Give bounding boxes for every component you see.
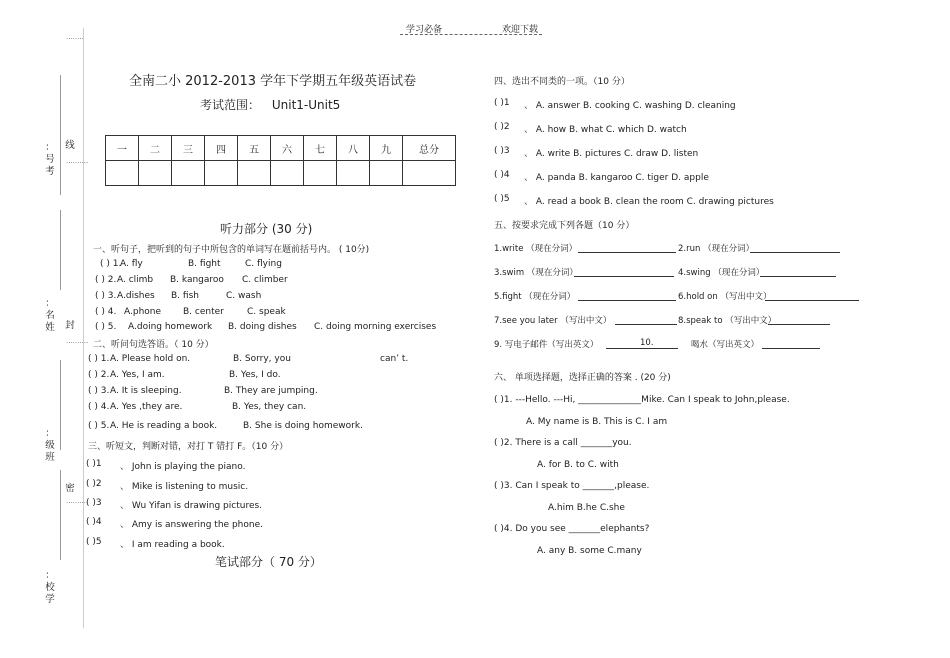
score-header-total: 总分 [403, 136, 456, 161]
item-no: ( )5 [86, 537, 102, 547]
binding-line-3 [60, 360, 61, 450]
sec1-item [95, 291, 262, 301]
sec3-item [86, 517, 263, 530]
score-header: 四 [205, 136, 238, 161]
opt-a: A. Yes ,they are. [110, 402, 183, 412]
sec6-question: ( )3. Can I speak to _______,please. [494, 481, 650, 491]
sec5-right-label: 2.run （现在分词） [678, 244, 755, 254]
sec4-item [494, 194, 774, 207]
answer-blank[interactable] [615, 324, 677, 325]
sec2-title: 二、听问句选答语。（ 10 分） [93, 340, 214, 350]
item-no: ( ) 2. [88, 370, 110, 380]
sec6-question: ( )1. ---Hello. ---Hi, ______________Mike. Can I speak to John,please. [494, 395, 790, 405]
sec5-right-label: 6.hold on （写出中文） [678, 292, 772, 302]
opt-c: C. doing morning exercises [314, 322, 437, 332]
item-text: 、 A. panda B. kangaroo C. tiger D. apple [524, 173, 709, 183]
opt-a: A. Yes, I am. [110, 370, 165, 380]
sec6-title: 六、 单项选择题，选择正确的答案 . (20 分) [494, 373, 671, 383]
binding-line-1 [60, 75, 61, 195]
label-school: ：校 学 [45, 570, 55, 605]
score-cell[interactable] [403, 161, 456, 186]
opt-c: C. speak [247, 307, 286, 317]
score-header: 五 [238, 136, 271, 161]
sec5-row [494, 242, 755, 254]
item-no: ( ) 1. [88, 354, 110, 364]
exam-range-label: 考试范围： [200, 98, 261, 112]
sec1-item [95, 322, 437, 332]
sec2-item [88, 354, 409, 364]
item-no: ( ) 4. [95, 307, 117, 317]
sec5-row [494, 314, 777, 326]
opt-a: A. It is sleeping. [110, 386, 182, 396]
item-text: 、 Amy is answering the phone. [120, 520, 263, 530]
sec5-right-label: 8.speak to （写出中文） [678, 316, 777, 326]
sec5-row [494, 338, 760, 350]
opt-a: A.phone [124, 307, 162, 317]
sec5-mid-label: 10. [640, 338, 654, 348]
opt-c: can’ t. [380, 354, 409, 364]
item-no: ( )2 [494, 122, 510, 132]
sec4-title: 四、选出不同类的一项。（10 分） [494, 77, 630, 87]
answer-blank[interactable] [574, 276, 674, 277]
item-no: ( ) 4. [88, 402, 110, 412]
sec2-item [88, 421, 363, 431]
binding-xian: 线 [65, 140, 75, 151]
answer-blank[interactable] [578, 252, 676, 253]
score-cell[interactable] [139, 161, 172, 186]
answer-blank[interactable] [578, 300, 676, 301]
answer-blank[interactable] [606, 348, 678, 349]
label-name: ：名 姓 [45, 298, 55, 333]
score-cell[interactable] [205, 161, 238, 186]
sec1-item [95, 307, 286, 317]
opt-a: A.doing homework [128, 322, 213, 332]
answer-blank[interactable] [760, 276, 836, 277]
label-kaohao: ：号 考 [45, 142, 55, 177]
sec5-left-label: 9. 写电子邮件（写出英文） [494, 340, 599, 350]
opt-c: C. wash [226, 291, 262, 301]
sec5-row [494, 290, 772, 302]
opt-b: B. Yes, I do. [229, 370, 281, 380]
binding-mi: 密 [65, 483, 75, 494]
opt-a: A. Please hold on. [110, 354, 191, 364]
sec1-item [95, 275, 288, 285]
binding-line-2 [60, 210, 61, 290]
answer-blank[interactable] [762, 348, 820, 349]
opt-b: B. fight [188, 259, 221, 269]
sec6-question: ( )2. There is a call _______you. [494, 438, 632, 448]
sec4-item [494, 170, 709, 183]
score-table-header-row [106, 136, 456, 161]
sec1-item [100, 259, 282, 269]
binding-feng: 封 [65, 320, 75, 331]
item-text: 、 Mike is listening to music. [120, 482, 249, 492]
score-cell[interactable] [172, 161, 205, 186]
exam-range-value: Unit1-Unit5 [271, 98, 341, 112]
score-header: 二 [139, 136, 172, 161]
sec3-item [86, 459, 246, 472]
opt-a: A. fly [120, 259, 143, 269]
score-table-blank-row [106, 161, 456, 186]
sec5-left-label: 7.see you later （写出中文） [494, 316, 612, 326]
item-no: ( ) 5. [95, 322, 117, 332]
sec4-item [494, 98, 736, 111]
sec5-left-label: 3.swim （现在分词） [494, 268, 578, 278]
item-no: ( )5 [494, 194, 510, 204]
item-text: 、 A. write B. pictures C. draw D. listen [524, 149, 699, 159]
opt-b: B. Sorry, you [233, 354, 291, 364]
item-no: ( )4 [494, 170, 510, 180]
opt-b: B. She is doing homework. [243, 421, 363, 431]
item-text: 、 A. how B. what C. which D. watch [524, 125, 687, 135]
answer-blank[interactable] [765, 300, 859, 301]
item-no: ( )3 [494, 146, 510, 156]
header-dashed-rule [400, 34, 542, 35]
answer-blank[interactable] [768, 324, 830, 325]
item-text: 、 John is playing the piano. [120, 462, 246, 472]
score-table [105, 135, 456, 186]
sec6-options: A. for B. to C. with [537, 460, 619, 470]
score-cell[interactable] [370, 161, 403, 186]
opt-a: A.dishes [117, 291, 155, 301]
sec6-question: ( )4. Do you see _______elephants? [494, 524, 650, 534]
item-text: 、 A. answer B. cooking C. washing D. cleaning [524, 101, 736, 111]
item-no: ( )1 [86, 459, 102, 469]
sec1-title: 一、听句子，把听到的句子中所包含的单词写在题前括号内。 ( 10分) [93, 245, 370, 255]
sec5-left-label: 5.fight （现在分词） [494, 292, 576, 302]
written-title: 笔试部分（ 70 分） [215, 555, 322, 569]
sec2-item [88, 386, 318, 396]
sec3-item [86, 537, 225, 550]
item-no: ( ) 1. [100, 259, 122, 269]
sec5-right-label: 4.swing （现在分词） [678, 268, 765, 278]
answer-blank[interactable] [750, 252, 840, 253]
item-no: ( ) 3. [88, 386, 110, 396]
score-header: 八 [337, 136, 370, 161]
opt-c: C. flying [245, 259, 282, 269]
sec5-right-label: 喝水（写出英文） [691, 340, 760, 350]
item-no: ( ) 2. [95, 275, 117, 285]
score-header: 一 [106, 136, 139, 161]
sec5-left-label: 1.write （现在分词） [494, 244, 578, 254]
sec4-item [494, 146, 699, 159]
opt-a: A. climb [117, 275, 154, 285]
header-right: 欢迎下载 [502, 25, 539, 35]
score-header: 九 [370, 136, 403, 161]
item-no: ( )4 [86, 517, 102, 527]
score-cell[interactable] [106, 161, 139, 186]
item-no: ( ) 3. [95, 291, 117, 301]
opt-b: B. Yes, they can. [232, 402, 307, 412]
item-no: ( )3 [86, 498, 102, 508]
opt-b: B. doing dishes [228, 322, 297, 332]
binding-dots-top: ········ [66, 35, 84, 43]
binding-dots-bottom: ········· [66, 499, 87, 507]
opt-b: B. center [183, 307, 224, 317]
sec3-item [86, 498, 263, 511]
item-no: ( ) 5. [88, 421, 110, 431]
label-class: ：级 班 [45, 428, 55, 463]
opt-b: B. They are jumping. [224, 386, 318, 396]
item-text: 、 I am reading a book. [120, 540, 225, 550]
sec6-options: A. any B. some C.many [537, 546, 642, 556]
opt-b: B. kangaroo [170, 275, 224, 285]
score-header: 七 [304, 136, 337, 161]
score-header: 三 [172, 136, 205, 161]
binding-dots-mid2: ·········· [66, 339, 89, 347]
sec5-row [494, 266, 765, 278]
sec2-item [88, 402, 307, 412]
listening-title: 听力部分 (30 分) [220, 222, 313, 236]
exam-title: 全南二小 2012-2013 学年下学期五年级英语试卷 [129, 74, 417, 89]
exam-range [200, 96, 340, 113]
item-no: ( )2 [86, 479, 102, 489]
score-cell[interactable] [271, 161, 304, 186]
score-cell[interactable] [238, 161, 271, 186]
opt-c: C. climber [242, 275, 288, 285]
sec6-options: A.him B.he C.she [548, 503, 625, 513]
sec6-options: A. My name is B. This is C. I am [526, 417, 668, 427]
sec3-item [86, 479, 249, 492]
binding-edge [83, 28, 84, 628]
score-header: 六 [271, 136, 304, 161]
header-left: 学习必备 [406, 25, 443, 35]
item-text: 、 A. read a book B. clean the room C. drawing pictures [524, 197, 774, 207]
score-cell[interactable] [304, 161, 337, 186]
sec3-title: 三、听短文，判断对错，对打 T 错打 F。（10 分） [88, 442, 289, 452]
opt-b: B. fish [171, 291, 199, 301]
sec5-title: 五、按要求完成下列各题（10 分） [494, 221, 635, 231]
opt-a: A. He is reading a book. [110, 421, 218, 431]
sec2-item [88, 370, 281, 380]
binding-line-4 [60, 470, 61, 560]
item-no: ( )1 [494, 98, 510, 108]
sec4-item [494, 122, 687, 135]
binding-dots-mid1: ·········· [66, 159, 89, 167]
item-text: 、 Wu Yifan is drawing pictures. [120, 501, 263, 511]
score-cell[interactable] [337, 161, 370, 186]
